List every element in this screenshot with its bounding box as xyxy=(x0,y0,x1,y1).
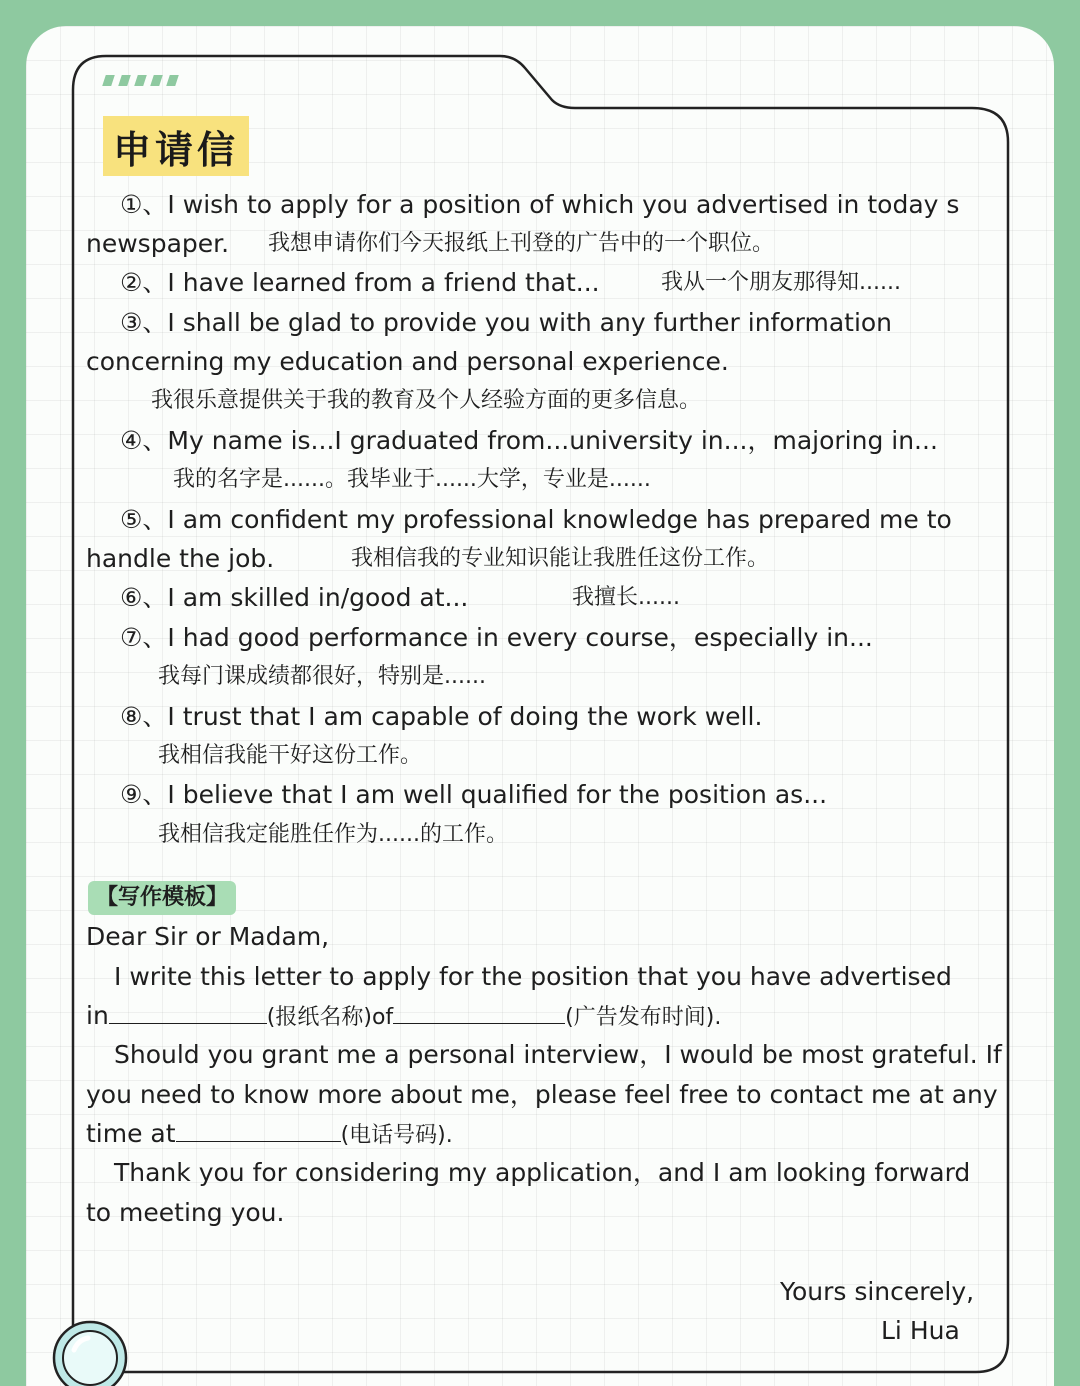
sentence-1-en: ①、I wish to apply for a position of which you advertised in today s xyxy=(120,190,960,219)
template-p3-line1: Thank you for considering my application，and I am looking forward xyxy=(114,1158,971,1187)
sentence-4-en: ④、My name is...I graduated from...university in...，majoring in... xyxy=(120,426,938,455)
template-tag: 【写作模板】 xyxy=(88,881,236,915)
sentence-3-en: ③、I shall be glad to provide you with any further information xyxy=(120,308,893,337)
blank-ad-time xyxy=(393,1002,565,1024)
sentence-5-en: ⑤、I am confident my professional knowledge has prepared me to xyxy=(120,505,952,534)
sentence-7-en: ⑦、I had good performance in every course，especially in... xyxy=(120,623,873,652)
blank-phone xyxy=(176,1120,341,1142)
sentence-2: ②、I have learned from a friend that... 我从一个朋友那得知...... xyxy=(120,268,901,297)
sentence-1-cont: newspaper. 我想申请你们今天报纸上刊登的广告中的一个职位。 xyxy=(86,229,775,258)
sentence-5-cont: handle the job. 我相信我的专业知识能让我胜任这份工作。 xyxy=(86,544,770,573)
template-p1-line2: in (报纸名称)of (广告发布时间). xyxy=(86,1001,722,1030)
sentence-7-zh: 我每门课成绩都很好，特别是...... xyxy=(158,664,486,689)
template-greeting: Dear Sir or Madam, xyxy=(86,922,330,951)
page-title: 申请信 xyxy=(103,116,249,176)
sentence-9-en: ⑨、I believe that I am well qualified for the position as... xyxy=(120,780,828,809)
sentence-8-zh: 我相信我能干好这份工作。 xyxy=(158,743,423,768)
blank-newspaper xyxy=(109,1002,267,1024)
sentence-9-zh: 我相信我定能胜任作为......的工作。 xyxy=(158,822,508,847)
magnifier-icon xyxy=(52,1320,142,1386)
template-p1-line1: I write this letter to apply for the position that you have advertised xyxy=(114,962,952,991)
sentence-8-en: ⑧、I trust that I am capable of doing the work well. xyxy=(120,702,763,731)
template-p2-line1: Should you grant me a personal interview，I would be most grateful. If xyxy=(114,1040,1002,1069)
sentence-4-zh: 我的名字是......。我毕业于......大学，专业是...... xyxy=(173,467,651,492)
sentence-6: ⑥、I am skilled in/good at... 我擅长...... xyxy=(120,583,680,612)
sentence-3-zh: 我很乐意提供关于我的教育及个人经验方面的更多信息。 xyxy=(151,388,702,413)
template-p3-line2: to meeting you. xyxy=(86,1198,285,1227)
template-p2-line2: you need to know more about me，please feel free to contact me at any xyxy=(86,1080,998,1109)
sentence-3-cont: concerning my education and personal experience. xyxy=(86,347,729,376)
template-p2-line3: time at (电话号码). xyxy=(86,1119,453,1148)
decorative-ticks xyxy=(104,75,177,86)
